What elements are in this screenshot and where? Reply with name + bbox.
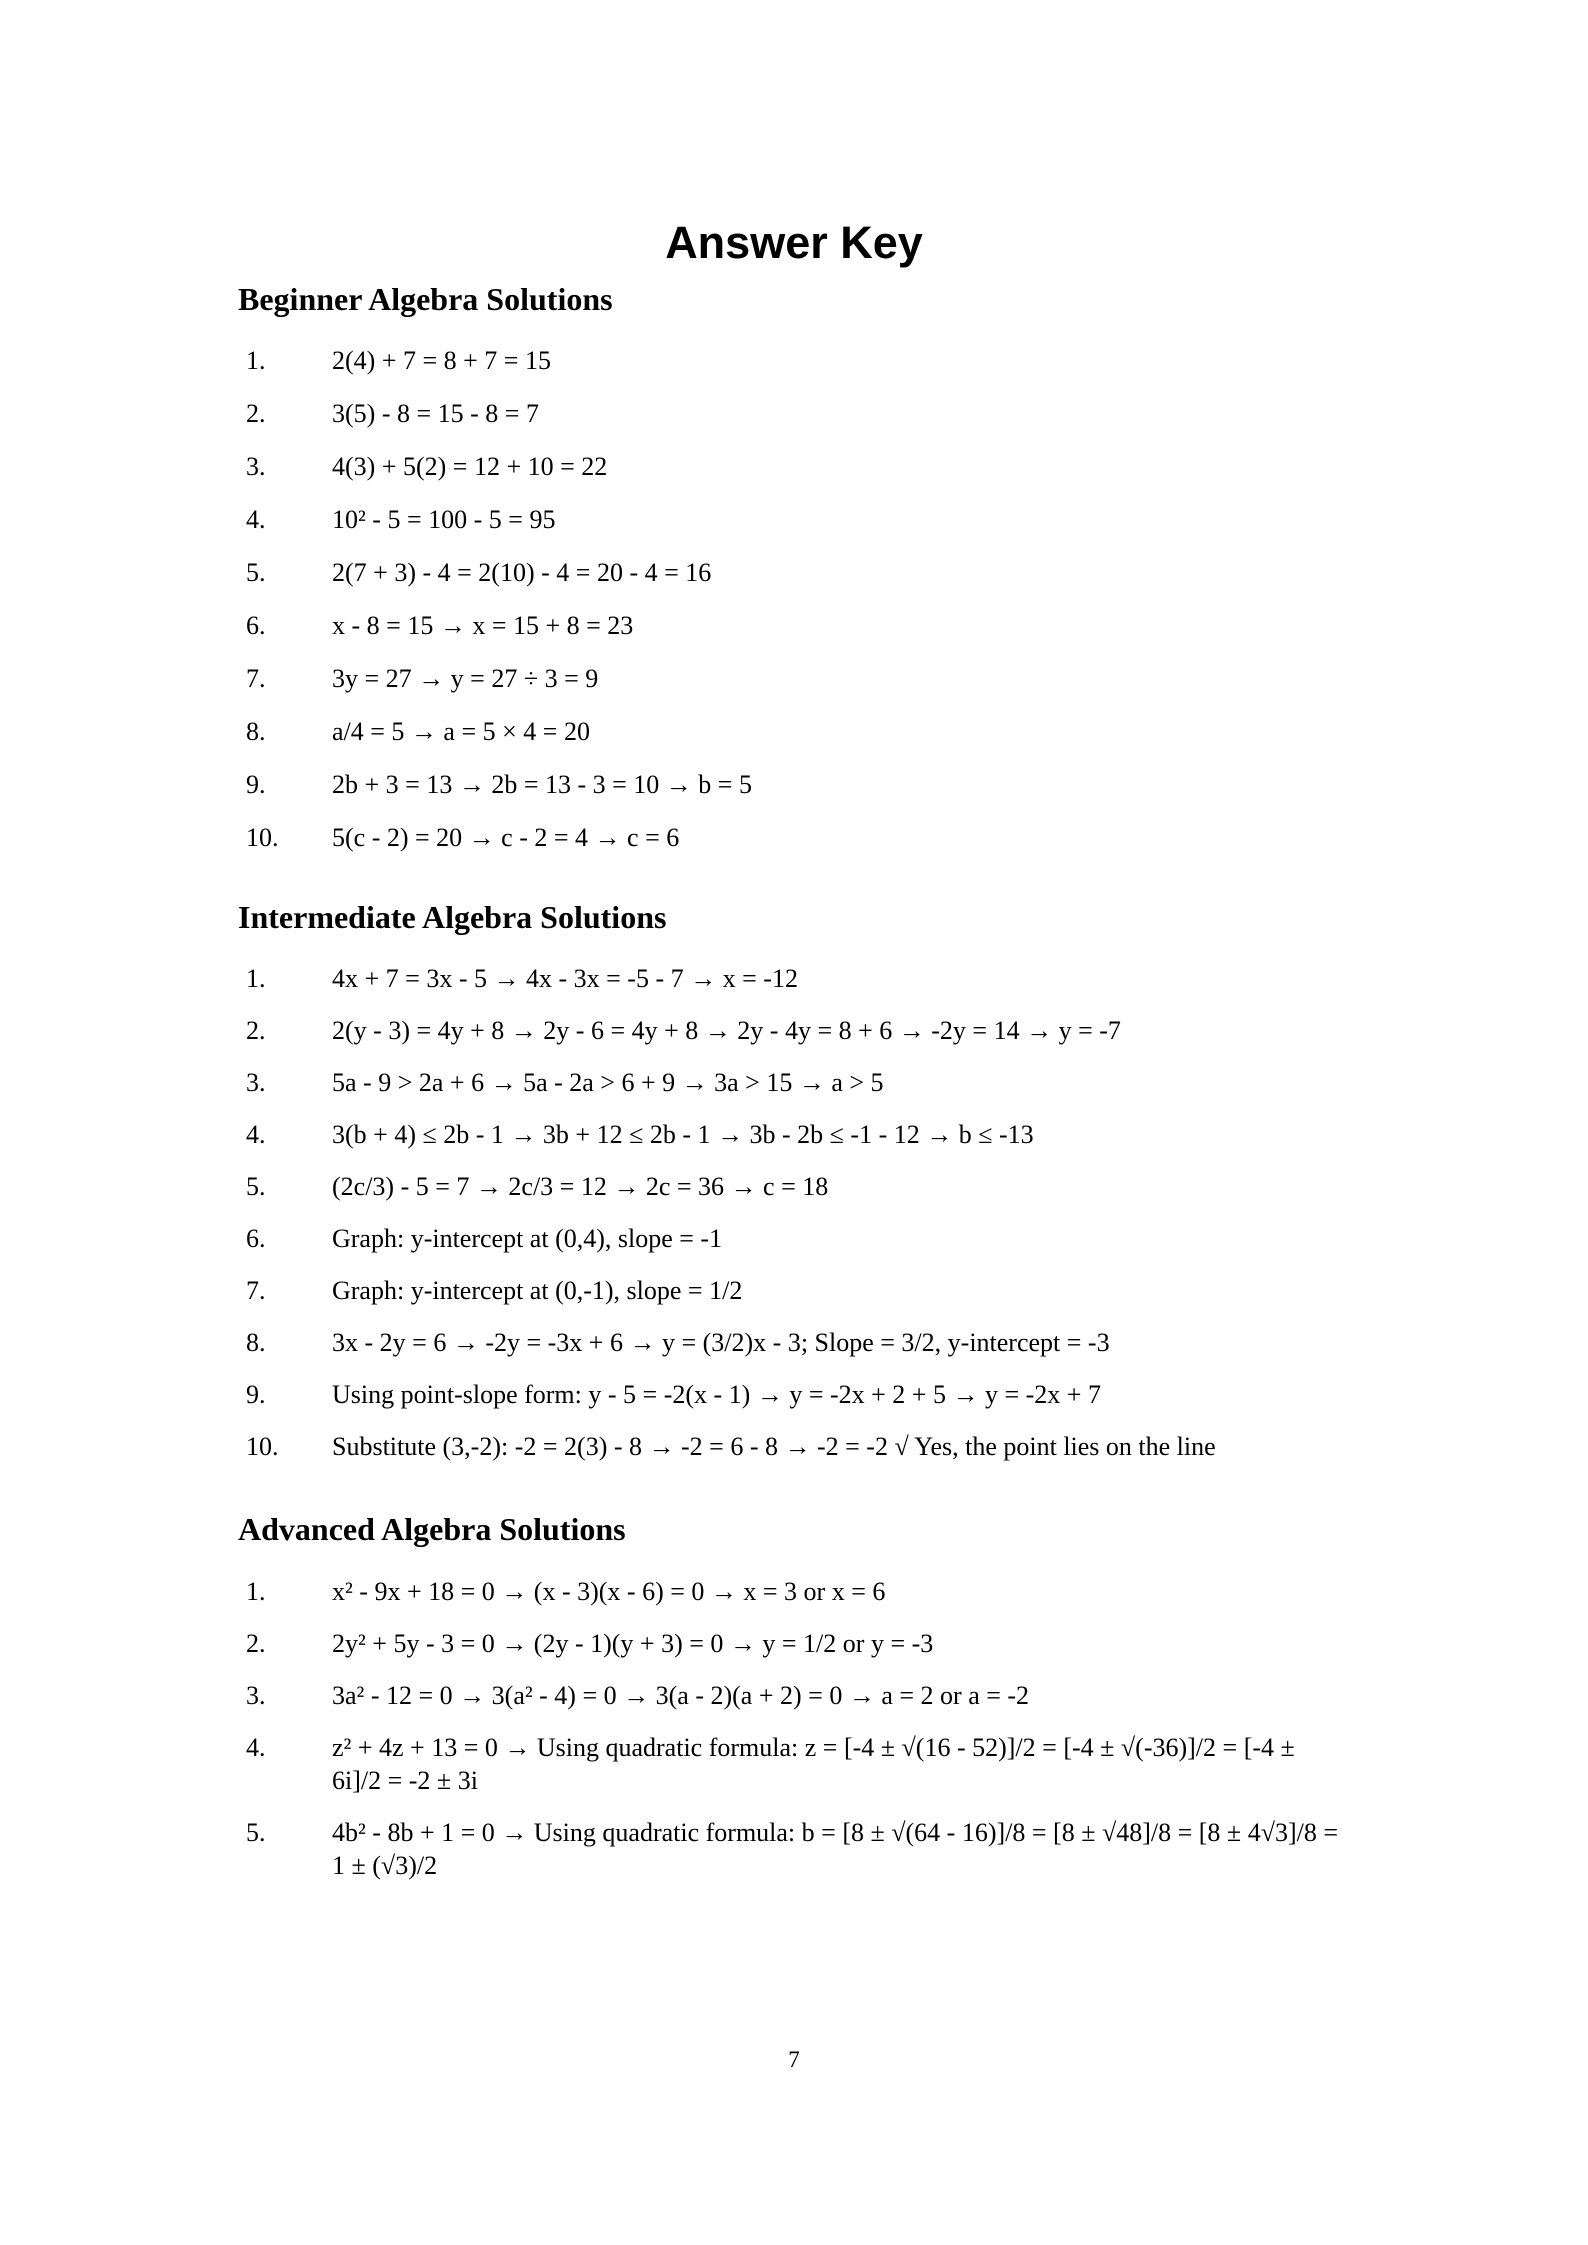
list-item-marker: 1.	[246, 1577, 266, 1606]
list-item-text: 5a - 9 > 2a + 6 → 5a - 2a > 6 + 9 → 3a > 15 → a > 5	[332, 1068, 884, 1097]
list-item-text: (2c/3) - 5 = 7 → 2c/3 = 12 → 2c = 36 → c = 18	[332, 1172, 829, 1201]
list-item	[238, 1326, 1348, 1359]
list-item-text: Substitute (3,-2): -2 = 2(3) - 8 → -2 = 6 - 8 → -2 = -2 √ Yes, the point lies on the line	[332, 1432, 1216, 1461]
list-item	[238, 1066, 1348, 1099]
list-item-marker: 4.	[246, 505, 266, 534]
list-item-marker: 2.	[246, 1016, 266, 1045]
list-item-marker: 10.	[246, 823, 279, 852]
list-item-text: 3x - 2y = 6 → -2y = -3x + 6 → y = (3/2)x - 3; Slope = 3/2, y-intercept = -3	[332, 1328, 1110, 1357]
list-item	[238, 821, 1348, 854]
list-item-text: 2(7 + 3) - 4 = 2(10) - 4 = 20 - 4 = 16	[332, 558, 712, 587]
list-item-text: a/4 = 5 → a = 5 × 4 = 20	[332, 717, 590, 746]
section-heading-advanced: Advanced Algebra Solutions	[238, 1511, 626, 1547]
list-item-marker: 3.	[246, 1681, 266, 1710]
answer-list-beginner	[238, 344, 1348, 854]
list-item	[238, 1575, 1348, 1608]
list-item-text: 4x + 7 = 3x - 5 → 4x - 3x = -5 - 7 → x = -12	[332, 964, 798, 993]
section-intermediate	[238, 898, 1348, 1463]
list-item-text: 2b + 3 = 13 → 2b = 13 - 3 = 10 → b = 5	[332, 770, 752, 799]
list-item	[238, 1430, 1348, 1463]
list-item-text: 2y² + 5y - 3 = 0 → (2y - 1)(y + 3) = 0 → y = 1/2 or y = -3	[332, 1629, 934, 1658]
list-item-text: 4(3) + 5(2) = 12 + 10 = 22	[332, 452, 608, 481]
list-item-text: 3(5) - 8 = 15 - 8 = 7	[332, 399, 539, 428]
list-item-marker: 10.	[246, 1432, 279, 1461]
list-item	[238, 1014, 1348, 1047]
list-item-marker: 6.	[246, 1224, 266, 1253]
list-item-text: x - 8 = 15 → x = 15 + 8 = 23	[332, 611, 634, 640]
list-item-marker: 9.	[246, 770, 266, 799]
answer-list-advanced	[238, 1575, 1348, 1882]
list-item	[238, 962, 1348, 995]
list-item-marker: 3.	[246, 1068, 266, 1097]
list-item	[238, 450, 1348, 483]
list-item-marker: 6.	[246, 611, 266, 640]
list-item	[238, 768, 1348, 801]
list-item-text: 3a² - 12 = 0 → 3(a² - 4) = 0 → 3(a - 2)(a + 2) = 0 → a = 2 or a = -2	[332, 1681, 1030, 1710]
list-item	[238, 503, 1348, 536]
list-item-marker: 8.	[246, 717, 266, 746]
list-item-marker: 5.	[246, 1818, 266, 1847]
list-item	[238, 1222, 1348, 1255]
page-number: 7	[788, 2047, 800, 2072]
list-item-marker: 3.	[246, 452, 266, 481]
list-item	[238, 1378, 1348, 1411]
list-item-marker: 5.	[246, 558, 266, 587]
list-item-marker: 7.	[246, 1276, 266, 1305]
answer-list-intermediate	[238, 962, 1348, 1463]
section-beginner	[238, 280, 1348, 854]
list-item	[238, 1170, 1348, 1203]
list-item-marker: 8.	[246, 1328, 266, 1357]
section-heading-intermediate: Intermediate Algebra Solutions	[238, 899, 667, 935]
list-item	[238, 556, 1348, 589]
list-item-text: 4b² - 8b + 1 = 0 → Using quadratic formula: b = [8 ± √(64 - 16)]/8 = [8 ± √48]/8 = [8 ± 4√3]/8 = 1 ± (√3)/2	[332, 1818, 1339, 1880]
list-item-marker: 1.	[246, 346, 266, 375]
list-item	[238, 1679, 1348, 1712]
list-item-text: Using point-slope form: y - 5 = -2(x - 1) → y = -2x + 2 + 5 → y = -2x + 7	[332, 1380, 1101, 1409]
list-item	[238, 662, 1348, 695]
list-item	[238, 609, 1348, 642]
list-item-marker: 5.	[246, 1172, 266, 1201]
list-item-text: x² - 9x + 18 = 0 → (x - 3)(x - 6) = 0 → x = 3 or x = 6	[332, 1577, 886, 1606]
list-item	[238, 1731, 1348, 1797]
answer-key-content	[238, 280, 1348, 1901]
list-item-text: 10² - 5 = 100 - 5 = 95	[332, 505, 556, 534]
list-item-marker: 2.	[246, 1629, 266, 1658]
list-item	[238, 397, 1348, 430]
list-item-text: Graph: y-intercept at (0,4), slope = -1	[332, 1224, 723, 1253]
list-item	[238, 1816, 1348, 1882]
list-item-marker: 7.	[246, 664, 266, 693]
list-item-text: Graph: y-intercept at (0,-1), slope = 1/2	[332, 1276, 743, 1305]
list-item-text: 3(b + 4) ≤ 2b - 1 → 3b + 12 ≤ 2b - 1 → 3b - 2b ≤ -1 - 12 → b ≤ -13	[332, 1120, 1034, 1149]
list-item-text: 2(y - 3) = 4y + 8 → 2y - 6 = 4y + 8 → 2y - 4y = 8 + 6 → -2y = 14 → y = -7	[332, 1016, 1121, 1045]
list-item	[238, 715, 1348, 748]
list-item-text: z² + 4z + 13 = 0 → Using quadratic formula: z = [-4 ± √(16 - 52)]/2 = [-4 ± √(-36)]/2 = [-4 ± 6i]/2 = -2 ± 3i	[332, 1733, 1295, 1795]
list-item	[238, 1627, 1348, 1660]
list-item-text: 5(c - 2) = 20 → c - 2 = 4 → c = 6	[332, 823, 680, 852]
list-item	[238, 1118, 1348, 1151]
list-item-marker: 4.	[246, 1120, 266, 1149]
list-item	[238, 344, 1348, 377]
section-heading-beginner: Beginner Algebra Solutions	[238, 281, 613, 317]
list-item-text: 3y = 27 → y = 27 ÷ 3 = 9	[332, 664, 599, 693]
page-title: Answer Key	[665, 217, 923, 269]
section-advanced	[238, 1510, 1348, 1882]
list-item-marker: 9.	[246, 1380, 266, 1409]
list-item-marker: 4.	[246, 1733, 266, 1762]
list-item-marker: 2.	[246, 399, 266, 428]
list-item-text: 2(4) + 7 = 8 + 7 = 15	[332, 346, 551, 375]
list-item	[238, 1274, 1348, 1307]
list-item-marker: 1.	[246, 964, 266, 993]
